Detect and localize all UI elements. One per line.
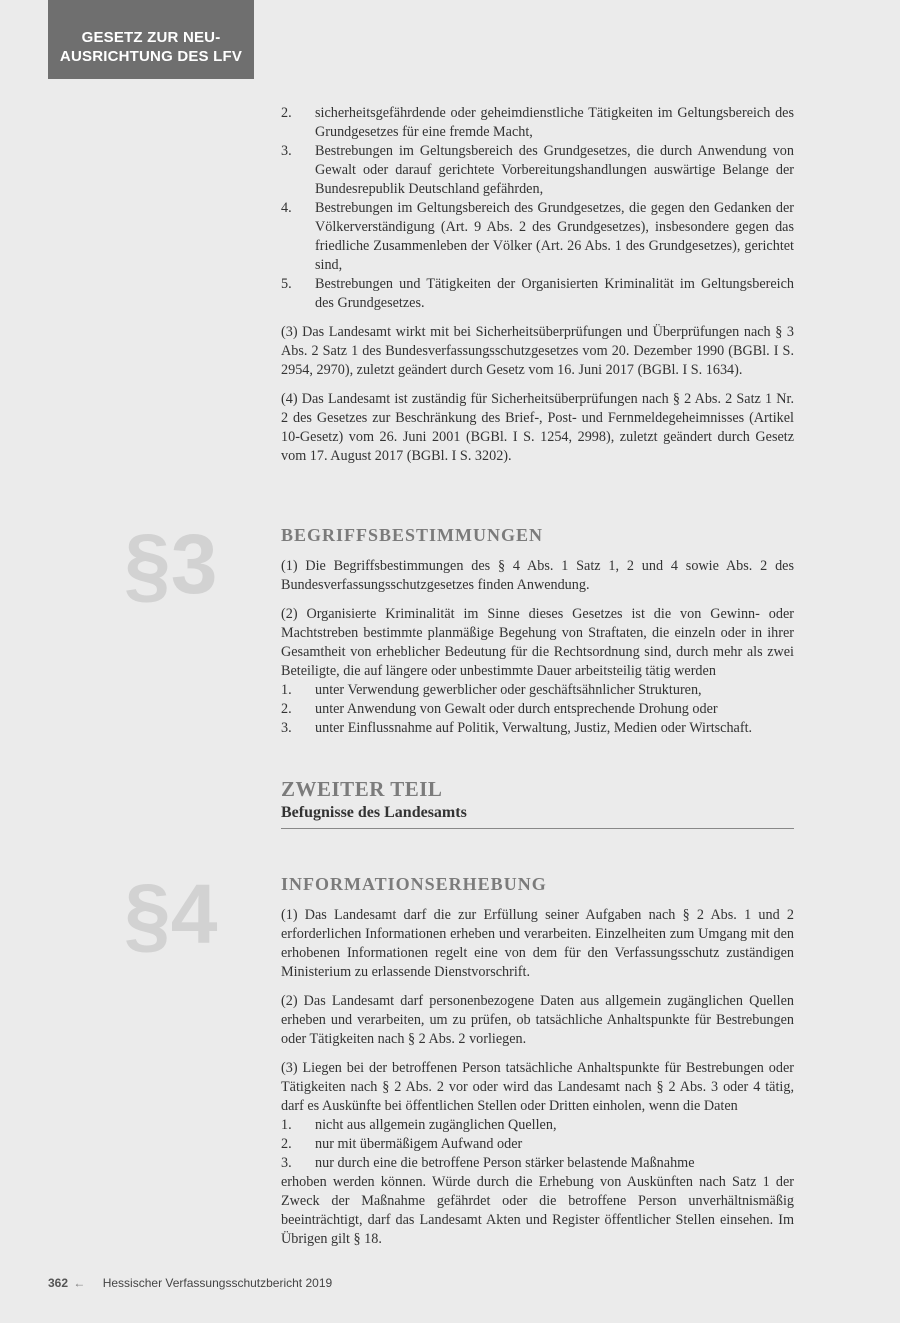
publication-title: Hessischer Verfassungsschutzbericht 2019: [102, 1276, 333, 1290]
list-item: 1. nicht aus allgemein zugänglichen Quellen,: [281, 1117, 557, 1133]
paragraph: erhoben werden können. Würde durch die Erhebung von Auskünften nach Satz 1 der Zweck der Maßnahme gefährdet oder die betroffene Person unverhältnismäßig beeinträchtigt, darf das Landesamt Akten und Register öffentlicher Stellen einsehen. Im Übrigen gilt § 18.: [281, 1174, 794, 1247]
chapter-header-line2: AUSRICHTUNG DES LFV: [59, 48, 243, 65]
part-heading: [281, 776, 794, 829]
section-marker-3: §3: [124, 517, 218, 611]
list-item: 3. Bestrebungen im Geltungsbereich des Grundgesetzes, die durch Anwendung von Gewalt oder darauf gerichtete Vorbereitungshandlungen auswärtige Belange der Bundesrepublik Deutschland gefährden,: [281, 143, 794, 197]
paragraph: (1) Die Begriffsbestimmungen des § 4 Abs. 1 Satz 1, 2 und 4 sowie Abs. 2 des Bundesverfassungsschutzgesetzes finden Anwendung.: [281, 558, 794, 593]
list-item: 2. unter Anwendung von Gewalt oder durch entsprechende Drohung oder: [281, 701, 718, 717]
section-4: [281, 875, 794, 1249]
page-number: 362: [48, 1276, 69, 1290]
chapter-header-line1: GESETZ ZUR NEU-: [81, 29, 221, 46]
arrow-left-icon: ←: [73, 1276, 86, 1290]
list-item: 3. nur durch eine die betroffene Person stärker belastende Maßnahme: [281, 1155, 695, 1171]
page-footer: [48, 1276, 332, 1290]
section-3-list: [281, 681, 794, 738]
part-subtitle: Befugnisse des Landesamts: [281, 804, 467, 821]
paragraph: (2) Das Landesamt darf personenbezogene Daten aus allgemein zugänglichen Quellen erheben und verarbeiten, um zu prüfen, ob tatsächliche Anhaltspunkte für Bestrebungen oder Tätigkeiten nach § 2 Abs. 2 vorliegen.: [281, 993, 794, 1047]
list-item: 4. Bestrebungen im Geltungsbereich des Grundgesetzes, die gegen den Gedanken der Völkerverständigung (Art. 9 Abs. 2 des Grundgesetzes), insbesondere gegen das friedliche Zusammenleben der Völker (Art. 26 Abs. 1 des Grundgesetzes), gerichtet sind,: [281, 200, 794, 273]
top-block: [281, 104, 794, 466]
section-title: BEGRIFFSBESTIMMUNGEN: [281, 525, 544, 545]
list-item: 3. unter Einflussnahme auf Politik, Verwaltung, Justiz, Medien oder Wirtschaft.: [281, 720, 753, 736]
list-item: 1. unter Verwendung gewerblicher oder geschäftsähnlicher Strukturen,: [281, 682, 702, 698]
section-marker-4: §4: [124, 867, 218, 961]
paragraph: (3) Liegen bei der betroffenen Person tatsächliche Anhaltspunkte für Bestrebungen oder Tätigkeiten nach § 2 Abs. 2 vor oder wird das Landesamt nach § 2 Abs. 3 oder 4 tätig, darf es Auskünfte bei öffentlichen Stellen oder Dritten einholen, wenn die Daten: [281, 1060, 794, 1114]
divider: [281, 828, 794, 829]
list-item: 2. nur mit übermäßigem Aufwand oder: [281, 1136, 523, 1152]
section-title: INFORMATIONSERHEBUNG: [281, 874, 547, 894]
section-4-list: [281, 1116, 794, 1173]
part-title: ZWEITER TEIL: [281, 777, 443, 801]
paragraph: (3) Das Landesamt wirkt mit bei Sicherheitsüberprüfungen und Überprüfungen nach § 3 Abs. 2 Satz 1 des Bundesverfassungsschutzgesetzes vom 20. Dezember 1990 (BGBl. I S. 2954, 2970), zuletzt geändert durch Gesetz vom 16. Juni 2017 (BGBl. I S. 1634).: [281, 324, 794, 378]
list-item: 5. Bestrebungen und Tätigkeiten der Organisierten Kriminalität im Geltungsbereich des Grundgesetzes.: [281, 276, 794, 311]
list-item: 2. sicherheitsgefährdende oder geheimdienstliche Tätigkeiten im Geltungsbereich des Grundgesetzes für eine fremde Macht,: [281, 105, 794, 140]
top-list: [281, 104, 794, 313]
section-3: [281, 526, 794, 738]
chapter-header: [48, 0, 254, 79]
paragraph: (4) Das Landesamt ist zuständig für Sicherheitsüberprüfungen nach § 2 Abs. 2 Satz 1 Nr. 2 des Gesetzes zur Beschränkung des Brief-, Post- und Fernmeldegeheimnisses (Artikel 10-Gesetz) vom 26. Juni 2001 (BGBl. I S. 1254, 2998), zuletzt geändert durch Gesetz vom 17. August 2017 (BGBl. I S. 3202).: [281, 391, 794, 464]
paragraph: (1) Das Landesamt darf die zur Erfüllung seiner Aufgaben nach § 2 Abs. 1 und 2 erforderlichen Informationen erheben und verarbeiten. Einzelheiten zum Umgang mit den erhobenen Informationen regelt eine von dem für den Verfassungsschutz zuständigen Ministerium zu erlassende Dienstvorschrift.: [281, 907, 794, 980]
paragraph: (2) Organisierte Kriminalität im Sinne dieses Gesetzes ist die von Gewinn- oder Machtstreben bestimmte planmäßige Begehung von Straftaten, die einzeln oder in ihrer Gesamtheit von erheblicher Bedeutung für die Rechtsordnung sind, durch mehr als zwei Beteiligte, die auf längere oder unbestimmte Dauer arbeitsteilig tätig werden: [281, 606, 794, 679]
